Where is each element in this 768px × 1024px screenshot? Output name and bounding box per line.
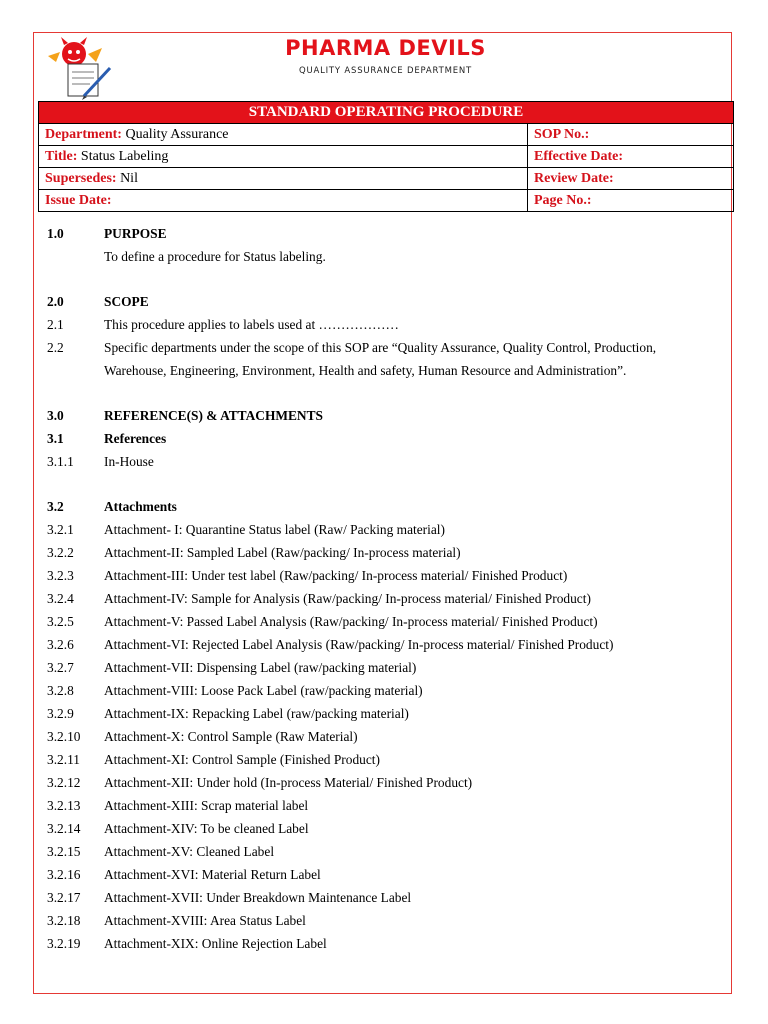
- section-number: 3.0: [47, 408, 64, 423]
- item-number: 3.2.1: [47, 522, 74, 537]
- list-item: [47, 520, 727, 543]
- list-item: [47, 566, 727, 589]
- purpose-text: To define a procedure for Status labeling.: [104, 249, 326, 264]
- attachments-list: [47, 520, 727, 957]
- section-title: SCOPE: [104, 294, 149, 309]
- section-title: PURPOSE: [104, 226, 167, 241]
- item-number: 3.2.5: [47, 614, 74, 629]
- item-text: Attachment-VIII: Loose Pack Label (raw/packing material): [104, 683, 423, 698]
- item-number: 3.2.17: [47, 890, 81, 905]
- references-heading: [47, 406, 727, 429]
- item-text: Attachment-XIX: Online Rejection Label: [104, 936, 327, 951]
- list-item: [47, 865, 727, 888]
- item-text: In-House: [104, 454, 154, 469]
- brand-tagline: QUALITY ASSURANCE DEPARTMENT: [298, 66, 473, 76]
- sop-body: [47, 224, 727, 957]
- item-text: Attachment-XVI: Material Return Label: [104, 867, 321, 882]
- item-number: 3.2.6: [47, 637, 74, 652]
- list-item: [47, 543, 727, 566]
- section-number: 1.0: [47, 226, 64, 241]
- issue-date-label: Issue Date:: [45, 193, 112, 208]
- spacer: [47, 384, 727, 406]
- title-value: Status Labeling: [80, 149, 169, 164]
- item-number: 2.2: [47, 340, 64, 355]
- item-text: Attachment-IX: Repacking Label (raw/packing material): [104, 706, 409, 721]
- item-number: 3.2.16: [47, 867, 81, 882]
- department-cell: [39, 124, 528, 146]
- sop-no-label: SOP No.:: [534, 127, 590, 142]
- sop-no-cell: [528, 124, 734, 146]
- scope-heading: [47, 292, 727, 315]
- item-number: 3.2.2: [47, 545, 74, 560]
- item-number: 3.2.9: [47, 706, 74, 721]
- department-label: Department:: [45, 127, 122, 142]
- item-text: Specific departments under the scope of this SOP are “Quality Assurance, Quality Control, Production,: [104, 340, 657, 355]
- section-number: 2.0: [47, 294, 64, 309]
- item-text: Attachment-XIV: To be cleaned Label: [104, 821, 309, 836]
- supersedes-cell: [39, 168, 528, 190]
- effective-date-cell: [528, 146, 734, 168]
- list-item: [47, 658, 727, 681]
- list-item: [47, 727, 727, 750]
- item-number: 3.2.12: [47, 775, 81, 790]
- sop-header-table: [38, 101, 734, 212]
- spacer: [47, 270, 727, 292]
- purpose-text-row: [47, 247, 727, 270]
- effective-date-label: Effective Date:: [534, 149, 624, 164]
- item-number: 3.2.3: [47, 568, 74, 583]
- item-text: This procedure applies to labels used at ………………: [104, 317, 399, 332]
- list-item: [47, 888, 727, 911]
- document-header: [38, 34, 733, 100]
- item-number: 2.1: [47, 317, 64, 332]
- item-text: Attachment-XV: Cleaned Label: [104, 844, 275, 859]
- department-value: Quality Assurance: [125, 127, 229, 142]
- supersedes-value: Nil: [120, 171, 138, 186]
- title-cell: [39, 146, 528, 168]
- item-text: Attachment-XVII: Under Breakdown Maintenance Label: [104, 890, 412, 905]
- spacer: [47, 475, 727, 497]
- list-item: [47, 704, 727, 727]
- item-number: 3.2.10: [47, 729, 81, 744]
- attachments-heading: [47, 497, 727, 520]
- subsection-title: References: [104, 431, 167, 446]
- item-text: Attachment-X: Control Sample (Raw Material): [104, 729, 358, 744]
- item-text: Attachment-XIII: Scrap material label: [104, 798, 309, 813]
- list-item: [47, 612, 727, 635]
- list-item: [47, 681, 727, 704]
- page-no-label: Page No.:: [534, 193, 592, 208]
- issue-date-cell: [39, 190, 528, 212]
- item-text: Attachment-V: Passed Label Analysis (Raw/packing/ In-process material/ Finished Product): [104, 614, 598, 629]
- item-text: Attachment-II: Sampled Label (Raw/packing/ In-process material): [104, 545, 461, 560]
- list-item: [47, 934, 727, 957]
- item-text: Attachment-VI: Rejected Label Analysis (Raw/packing/ In-process material/ Finished Product): [104, 637, 614, 652]
- item-number: 3.2.11: [47, 752, 80, 767]
- list-item: [47, 338, 727, 361]
- subsection-number: 3.1: [47, 431, 64, 446]
- list-item: [47, 796, 727, 819]
- item-number: 3.2.13: [47, 798, 81, 813]
- brand-name: PHARMA DEVILS: [285, 36, 486, 60]
- item-text: Attachment-XII: Under hold (In-process Material/ Finished Product): [104, 775, 473, 790]
- item-text: Attachment-XVIII: Area Status Label: [104, 913, 306, 928]
- item-text: Attachment-IV: Sample for Analysis (Raw/packing/ In-process material/ Finished Product): [104, 591, 591, 606]
- list-item: [47, 750, 727, 773]
- list-item: [47, 911, 727, 934]
- item-number: 3.2.19: [47, 936, 81, 951]
- item-number: 3.2.14: [47, 821, 81, 836]
- list-item: [47, 773, 727, 796]
- list-item: [47, 315, 727, 338]
- page-no-cell: [528, 190, 734, 212]
- subsection-title: Attachments: [104, 499, 177, 514]
- item-number: 3.2.8: [47, 683, 74, 698]
- list-item: [47, 635, 727, 658]
- supersedes-label: Supersedes:: [45, 171, 117, 186]
- purpose-heading: [47, 224, 727, 247]
- item-text: Attachment-III: Under test label (Raw/packing/ In-process material/ Finished Product): [104, 568, 568, 583]
- list-item: [47, 589, 727, 612]
- review-date-cell: [528, 168, 734, 190]
- references-subheading: [47, 429, 727, 452]
- list-item-continuation: [47, 361, 727, 384]
- item-number: 3.2.7: [47, 660, 74, 675]
- section-title: REFERENCE(S) & ATTACHMENTS: [104, 408, 323, 423]
- item-text-continued: Warehouse, Engineering, Environment, Health and safety, Human Resource and Administration”.: [104, 363, 627, 378]
- item-text: Attachment-VII: Dispensing Label (raw/packing material): [104, 660, 417, 675]
- subsection-number: 3.2: [47, 499, 64, 514]
- item-text: Attachment- I: Quarantine Status label (Raw/ Packing material): [104, 522, 445, 537]
- item-number: 3.2.4: [47, 591, 74, 606]
- sop-banner: STANDARD OPERATING PROCEDURE: [39, 102, 734, 124]
- list-item: [47, 452, 727, 475]
- list-item: [47, 842, 727, 865]
- item-number: 3.2.18: [47, 913, 81, 928]
- list-item: [47, 819, 727, 842]
- item-number: 3.1.1: [47, 454, 74, 469]
- item-number: 3.2.15: [47, 844, 81, 859]
- item-text: Attachment-XI: Control Sample (Finished Product): [104, 752, 380, 767]
- title-label: Title:: [45, 149, 78, 164]
- review-date-label: Review Date:: [534, 171, 614, 186]
